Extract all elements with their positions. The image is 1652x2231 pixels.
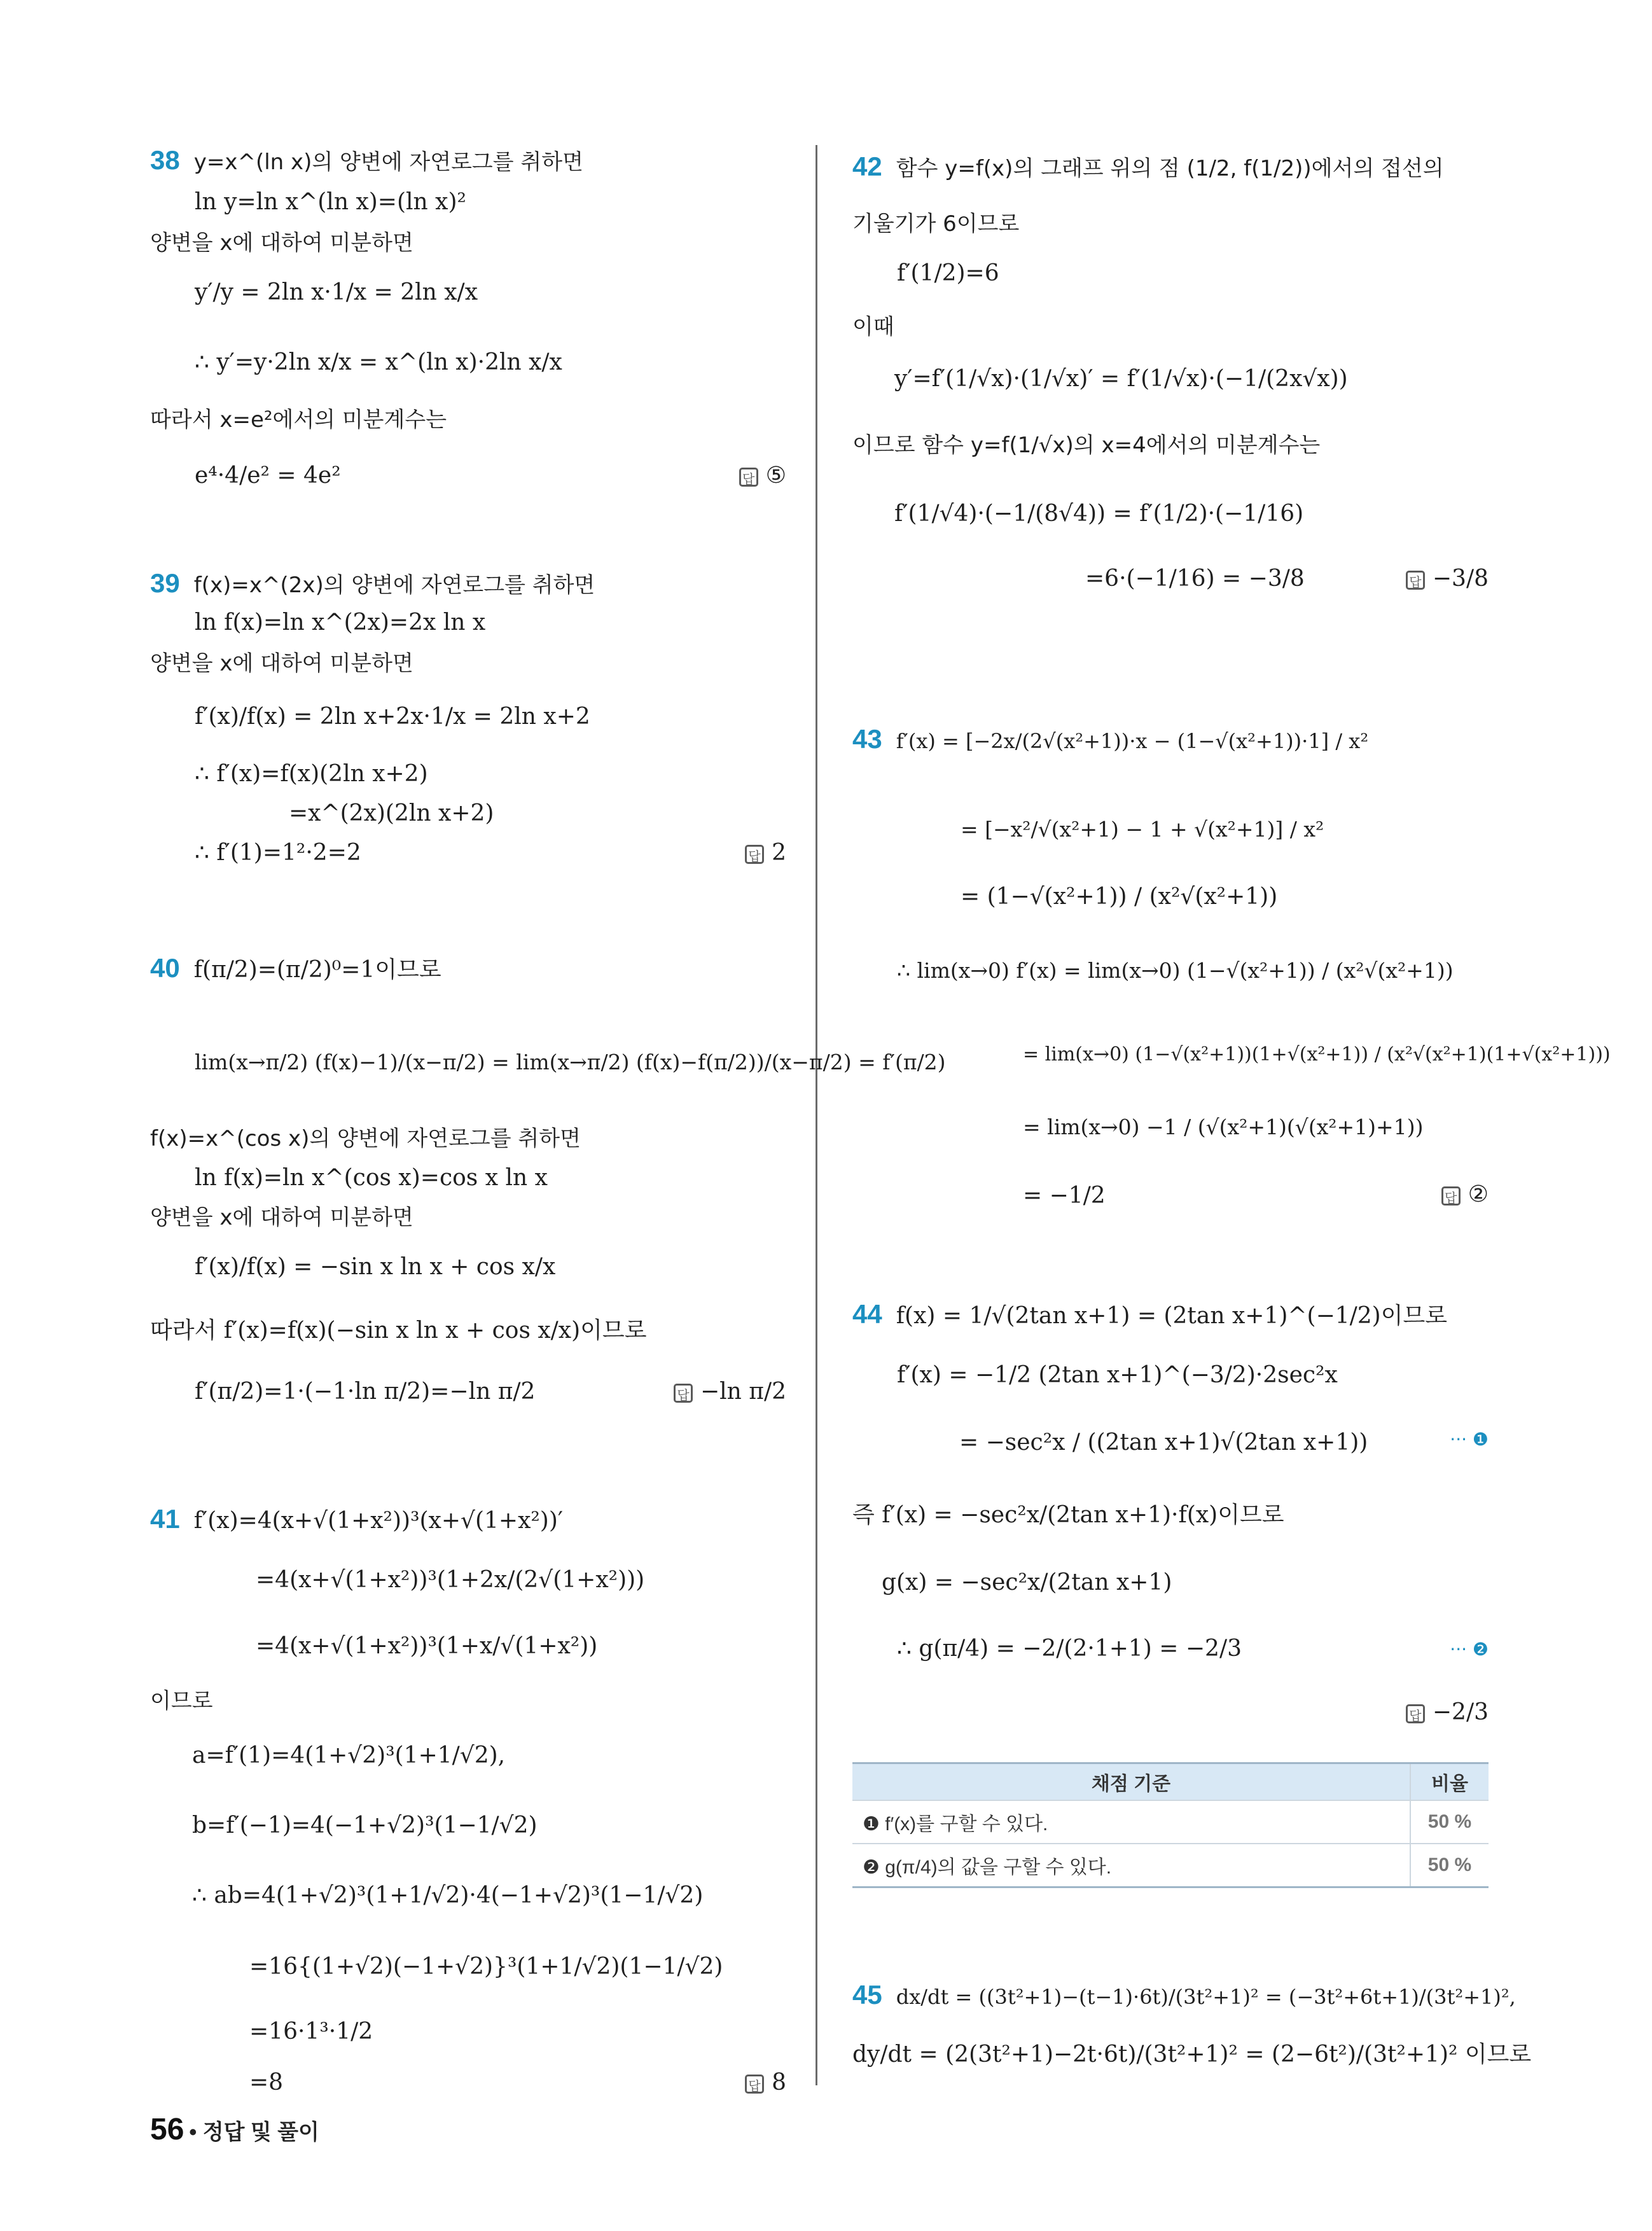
solution-line: 즉 f′(x) = −sec²x/(2tan x+1)·f(x)이므로 — [852, 1502, 1284, 1528]
problem-number: 45 — [852, 1980, 882, 2010]
grading-header-ratio: 비율 — [1410, 1763, 1489, 1801]
equation-line: ∴ ab=4(1+√2)³(1+1/√2)·4(−1+√2)³(1−1/√2) — [192, 1882, 704, 1908]
equation-line: ∴ y′=y·2ln x/x = x^(ln x)·2ln x/x — [195, 349, 562, 375]
section-label: • 정답 및 풀이 — [189, 2120, 319, 2144]
page-footer — [150, 2112, 319, 2147]
right-column — [852, 0, 1611, 2231]
equation-line: =4(x+√(1+x²))³(1+2x/(2√(1+x²))) — [256, 1567, 645, 1593]
problem-number: 44 — [852, 1299, 882, 1329]
equation-line: f′(x) = −1/2 (2tan x+1)^(−3/2)·2sec²x — [897, 1362, 1338, 1388]
equation-line: ln y=ln x^(ln x)=(ln x)² — [195, 189, 466, 215]
answer-value: 8 — [772, 2069, 786, 2095]
grading-header-row — [852, 1763, 1489, 1801]
equation-line: ∴ lim(x→0) f′(x) = lim(x→0) (1−√(x²+1)) / (x²√(x²+1)) — [897, 958, 1454, 983]
answer-icon: 답 — [674, 1384, 693, 1403]
solution-line: f(x)=x^(cos x)의 양변에 자연로그를 취하면 — [150, 1126, 581, 1151]
equation-line: = [−x²/√(x²+1) − 1 + √(x²+1)] / x² — [961, 817, 1324, 842]
grading-row — [852, 1844, 1489, 1887]
equation-line: =16·1³·1/2 — [249, 2019, 373, 2045]
equation-line: f′(x)/f(x) = −sin x ln x + cos x/x — [195, 1254, 556, 1280]
grading-ratio: 50 % — [1410, 1844, 1489, 1887]
column-divider — [816, 145, 817, 2085]
equation-line: f′(1/√4)·(−1/(8√4)) = f′(1/2)·(−1/16) — [894, 501, 1304, 527]
solution-line: 양변을 x에 대하여 미분하면 — [150, 1205, 413, 1230]
answer-label — [745, 2069, 786, 2097]
equation-line: = (1−√(x²+1)) / (x²√(x²+1)) — [961, 884, 1278, 910]
equation-line: lim(x→π/2) (f(x)−1)/(x−π/2) = lim(x→π/2) (f(x)−f(π/2))/(x−π/2) = f′(π/2) — [195, 1050, 946, 1074]
problem-number: 40 — [150, 953, 180, 983]
solution-line: 이때 — [852, 314, 894, 340]
equation-line: f′(x)/f(x) = 2ln x+2x·1/x = 2ln x+2 — [195, 704, 590, 730]
answer-icon: 답 — [1406, 1704, 1425, 1723]
grading-criteria: ❷ g(π/4)의 값을 구할 수 있다. — [852, 1844, 1410, 1887]
grading-criteria: ❶ f′(x)를 구할 수 있다. — [852, 1800, 1410, 1844]
equation-line: ∴ f′(1)=1²·2=2 — [195, 840, 361, 866]
problem-number: 39 — [150, 568, 180, 598]
equation-line: =6·(−1/16) = −3/8 — [1085, 566, 1305, 592]
solution-line: 양변을 x에 대하여 미분하면 — [150, 651, 413, 676]
answer-label — [1406, 1699, 1489, 1727]
answer-label — [745, 839, 786, 867]
solution-line: 이므로 함수 y=f(1/√x)의 x=4에서의 미분계수는 — [852, 433, 1321, 458]
page-number: 56 — [150, 2113, 184, 2146]
equation-line: f′(1/2)=6 — [897, 260, 999, 286]
answer-value: −ln π/2 — [700, 1379, 786, 1405]
equation-line: f′(π/2)=1·(−1·ln π/2)=−ln π/2 — [195, 1379, 536, 1405]
equation-line: f′(x) = [−2x/(2√(x²+1))·x − (1−√(x²+1))·1] / x² — [896, 729, 1369, 753]
solution-line: 함수 y=f(x)의 그래프 위의 점 (1/2, f(1/2))에서의 접선의 — [896, 156, 1444, 181]
problem-number: 43 — [852, 724, 882, 754]
equation-line: dx/dt = ((3t²+1)−(t−1)·6t)/(3t²+1)² = (−3t²+6t+1)/(3t²+1)², — [896, 1985, 1516, 2009]
solution-line: 따라서 f′(x)=f(x)(−sin x ln x + cos x/x)이므로 — [150, 1317, 647, 1344]
answer-icon: 답 — [739, 468, 758, 487]
answer-label — [1406, 565, 1489, 593]
answer-value: −2/3 — [1432, 1699, 1489, 1725]
answer-value: ⑤ — [765, 462, 786, 489]
answer-icon: 답 — [1406, 571, 1425, 590]
solution-line: 양변을 x에 대하여 미분하면 — [150, 230, 413, 256]
equation-line: = −sec²x / ((2tan x+1)√(2tan x+1)) — [959, 1429, 1368, 1456]
solution-line: y=x^(ln x)의 양변에 자연로그를 취하면 — [193, 149, 583, 175]
answer-value: 2 — [772, 840, 786, 866]
equation-line: =8 — [249, 2069, 284, 2095]
solution-line: 기울기가 6이므로 — [852, 211, 1020, 237]
answer-label — [1441, 1181, 1489, 1209]
answer-label — [674, 1378, 786, 1406]
equation-line: y′=f′(1/√x)·(1/√x)′ = f′(1/√x)·(−1/(2x√x)) — [894, 366, 1348, 392]
equation-line: e⁴·4/e² = 4e² — [195, 462, 341, 489]
answer-value: −3/8 — [1432, 566, 1489, 592]
answer-label — [739, 462, 786, 490]
equation-line: a=f′(1)=4(1+√2)³(1+1/√2), — [192, 1742, 506, 1769]
equation-line: = lim(x→0) −1 / (√(x²+1)(√(x²+1)+1)) — [1023, 1115, 1424, 1139]
answer-icon: 답 — [745, 2075, 764, 2094]
equation-line: dy/dt = (2(3t²+1)−2t·6t)/(3t²+1)² = (2−6t²)/(3t²+1)² 이므로 — [852, 2041, 1532, 2068]
equation-line: ln f(x)=ln x^(2x)=2x ln x — [195, 609, 486, 636]
solution-line: f(x)=x^(2x)의 양변에 자연로그를 취하면 — [193, 573, 595, 598]
equation-line: =x^(2x)(2ln x+2) — [289, 800, 494, 826]
equation-line: =16{(1+√2)(−1+√2)}³(1+1/√2)(1−1/√2) — [249, 1954, 723, 1980]
problem-number: 41 — [150, 1504, 180, 1534]
step-marker-2: ··· ❷ — [1450, 1639, 1489, 1660]
solution-line: 따라서 x=e²에서의 미분계수는 — [150, 407, 447, 433]
equation-line: y′/y = 2ln x·1/x = 2ln x/x — [195, 279, 478, 305]
answer-icon: 답 — [1441, 1186, 1461, 1206]
equation-line: g(x) = −sec²x/(2tan x+1) — [882, 1569, 1172, 1595]
equation-line: =4(x+√(1+x²))³(1+x/√(1+x²)) — [256, 1633, 598, 1659]
answer-value: ② — [1468, 1181, 1489, 1207]
equation-line: = lim(x→0) (1−√(x²+1))(1+√(x²+1)) / (x²√(x²+1)(1+√(x²+1))) — [1023, 1043, 1611, 1066]
answer-icon: 답 — [745, 845, 764, 864]
equation-line: b=f′(−1)=4(−1+√2)³(1−1/√2) — [192, 1812, 538, 1838]
grading-ratio: 50 % — [1410, 1800, 1489, 1844]
equation-line: f(π/2)=(π/2)⁰=1이므로 — [193, 957, 441, 983]
problem-number: 38 — [150, 145, 180, 175]
grading-row — [852, 1800, 1489, 1844]
equation-line: f(x) = 1/√(2tan x+1) = (2tan x+1)^(−1/2)이므로 — [896, 1303, 1448, 1329]
equation-line: ln f(x)=ln x^(cos x)=cos x ln x — [195, 1165, 548, 1191]
problem-number: 42 — [852, 151, 882, 181]
equation-line: ∴ g(π/4) = −2/(2·1+1) = −2/3 — [897, 1636, 1242, 1662]
equation-line: ∴ f′(x)=f(x)(2ln x+2) — [195, 761, 428, 787]
equation-line: = −1/2 — [1023, 1183, 1106, 1209]
step-marker-1: ··· ❶ — [1450, 1429, 1489, 1450]
solution-line: 이므로 — [150, 1688, 213, 1714]
grading-table — [852, 1762, 1489, 1888]
equation-line: f′(x)=4(x+√(1+x²))³(x+√(1+x²))′ — [193, 1508, 564, 1534]
grading-header-criteria: 채점 기준 — [852, 1763, 1410, 1801]
